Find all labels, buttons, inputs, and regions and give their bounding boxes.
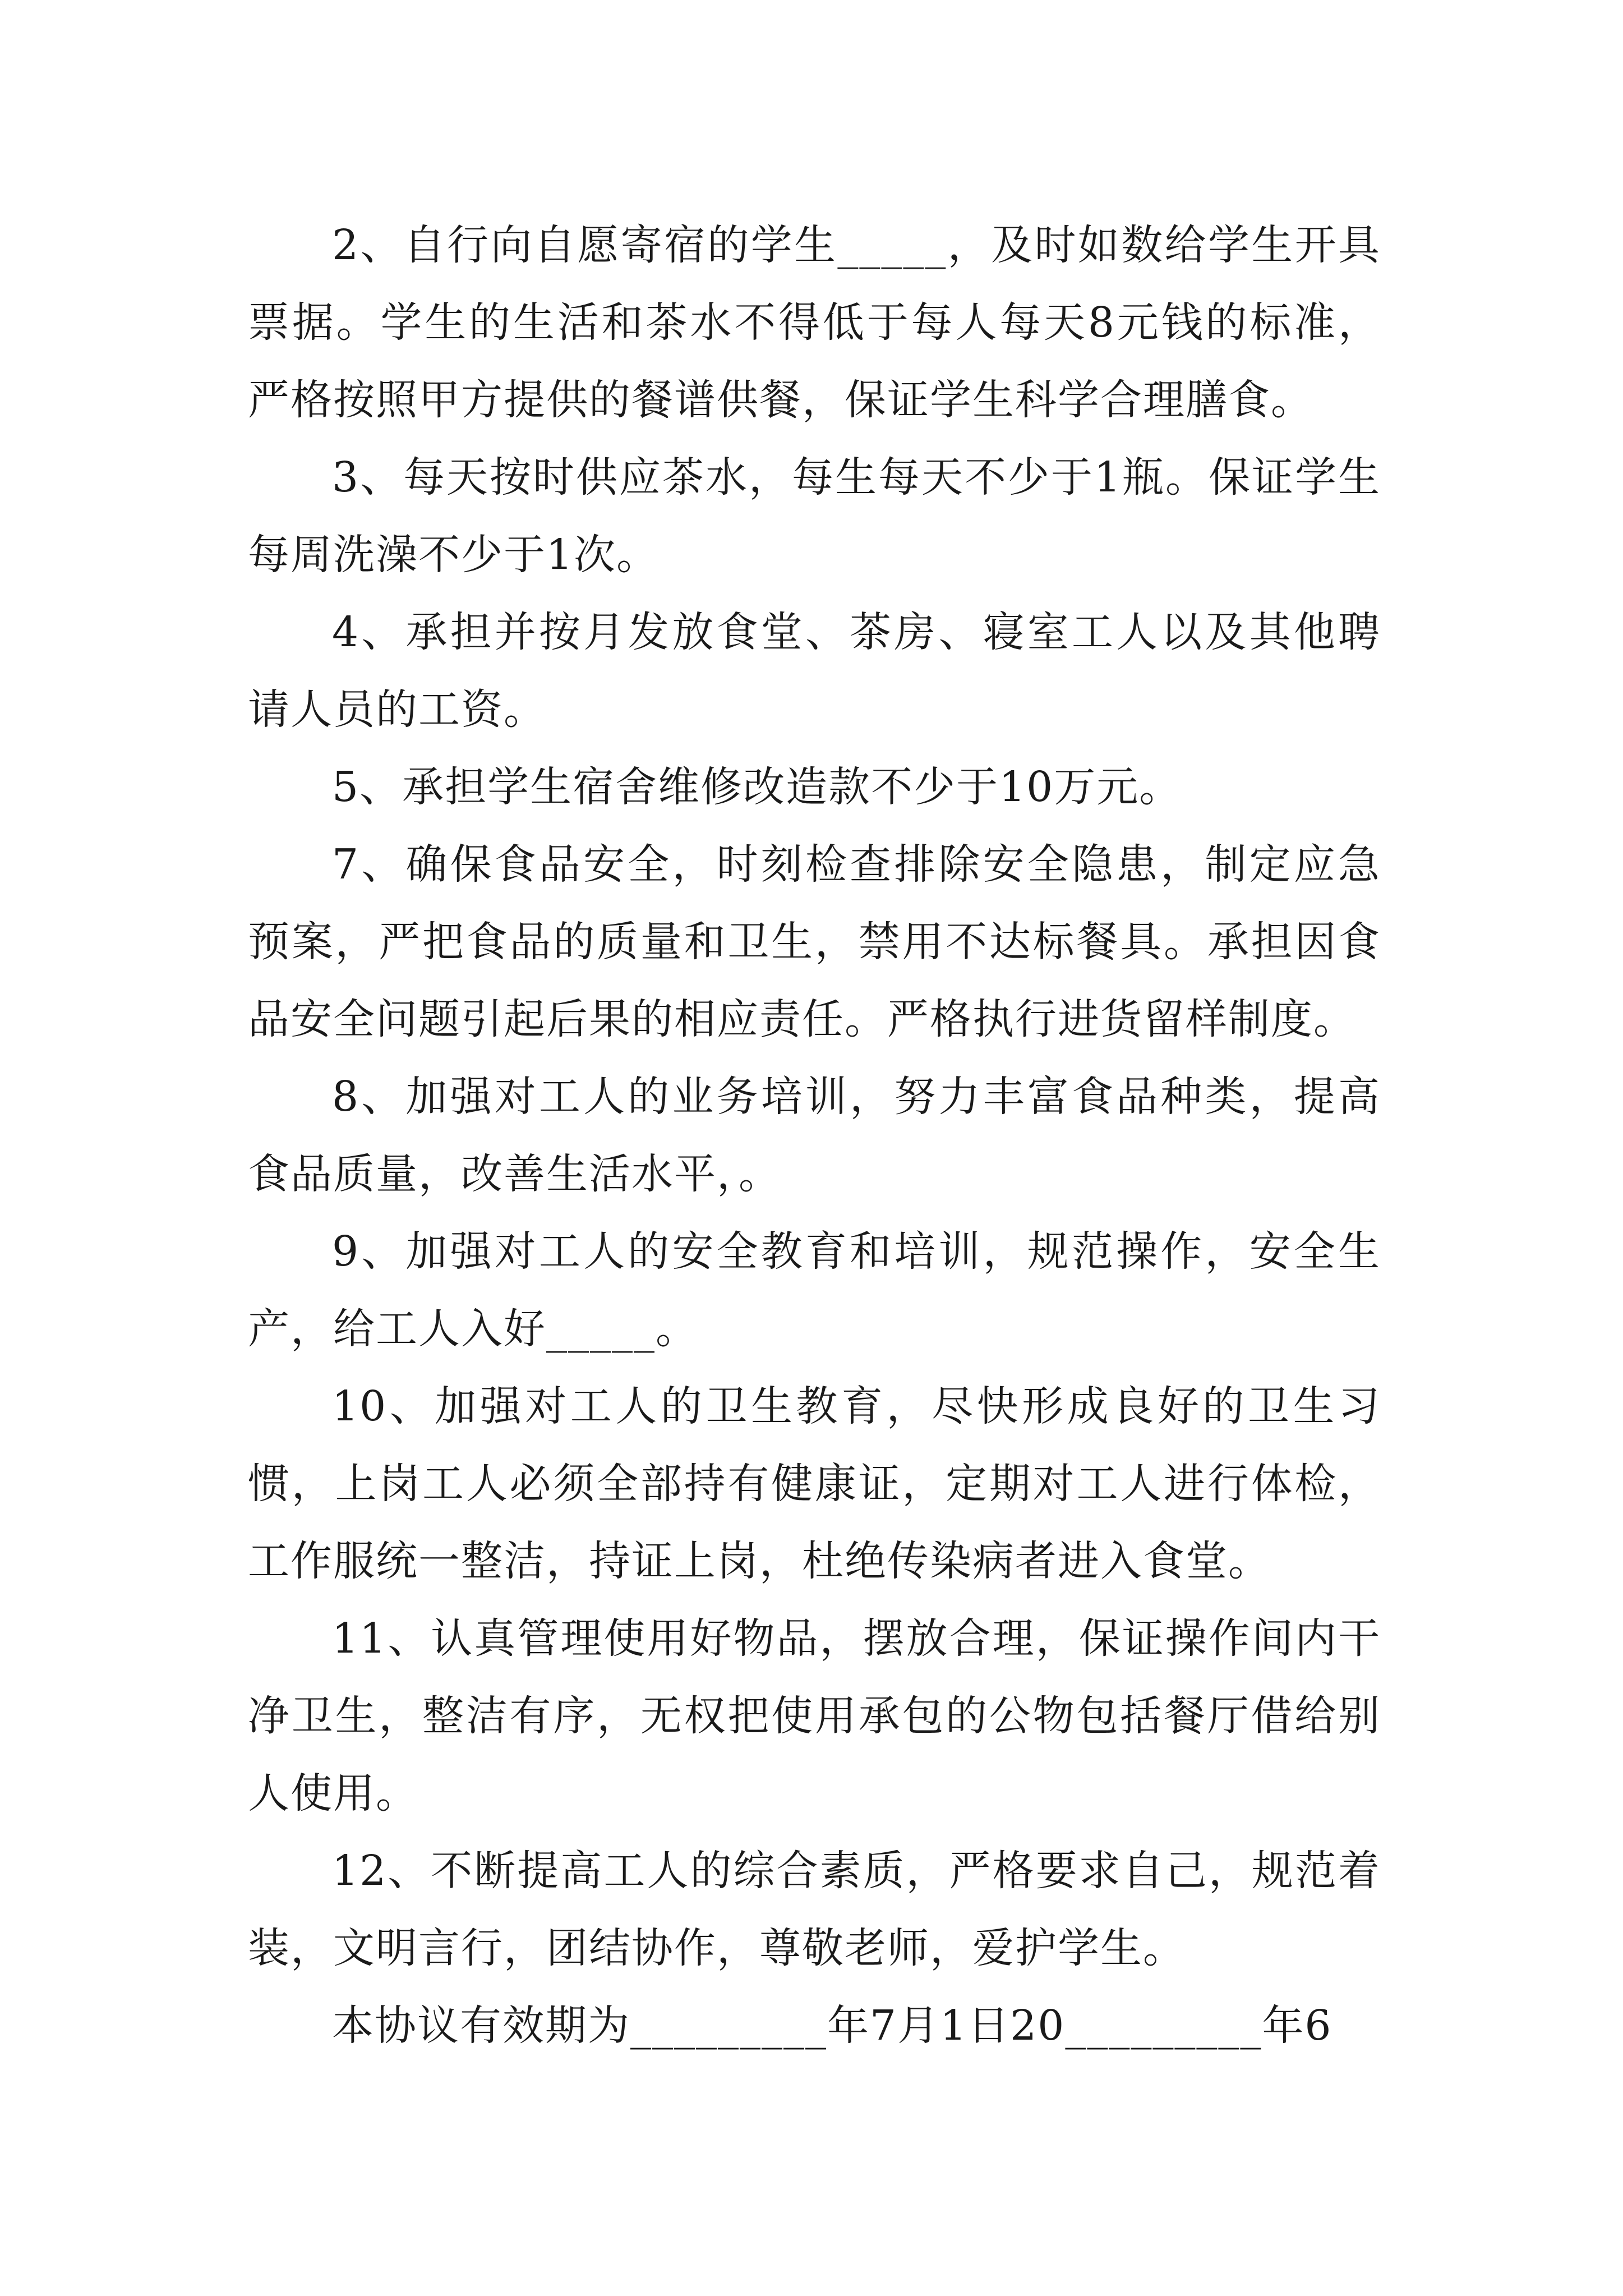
paragraph-9: 9、加强对工人的安全教育和培训，规范操作，安全生产，给工人入好_____。 bbox=[248, 1227, 1381, 1353]
paragraph-5: 5、承担学生宿舍维修改造款不少于10万元。 bbox=[332, 763, 1182, 811]
paragraph-10: 10、加强对工人的卫生教育，尽快形成良好的卫生习惯，上岗工人必须全部持有健康证，定期对工人进行体检，工作服统一整洁，持证上岗，杜绝传染病者进入食堂。 bbox=[248, 1382, 1381, 1585]
paragraph-validity: 本协议有效期为_________年7月1日20_________年6 bbox=[332, 2001, 1332, 2050]
paragraph-3: 3、每天按时供应茶水，每生每天不少于1瓶。保证学生每周洗澡不少于1次。 bbox=[248, 453, 1381, 579]
paragraph-12: 12、不断提高工人的综合素质，严格要求自己，规范着装，文明言行，团结协作，尊敬老师，爱护学生。 bbox=[248, 1847, 1381, 1972]
paragraph-2: 2、自行向自愿寄宿的学生_____，及时如数给学生开具票据。学生的生活和茶水不得低于每人每天8元钱的标准，严格按照甲方提供的餐谱供餐，保证学生科学合理膳食。 bbox=[248, 221, 1381, 424]
paragraph-8: 8、加强对工人的业务培训，努力丰富食品种类，提高食品质量，改善生活水平，。 bbox=[248, 1073, 1381, 1198]
paragraph-4: 4、承担并按月发放食堂、茶房、寝室工人以及其他聘请人员的工资。 bbox=[248, 608, 1381, 734]
paragraph-11: 11、认真管理使用好物品，摆放合理，保证操作间内干净卫生，整洁有序，无权把使用承包的公物包括餐厅借给别人使用。 bbox=[248, 1614, 1381, 1818]
document-body bbox=[248, 206, 1381, 2064]
paragraph-7: 7、确保食品安全，时刻检查排除安全隐患，制定应急预案，严把食品的质量和卫生，禁用不达标餐具。承担因食品安全问题引起后果的相应责任。严格执行进货留样制度。 bbox=[248, 840, 1381, 1043]
